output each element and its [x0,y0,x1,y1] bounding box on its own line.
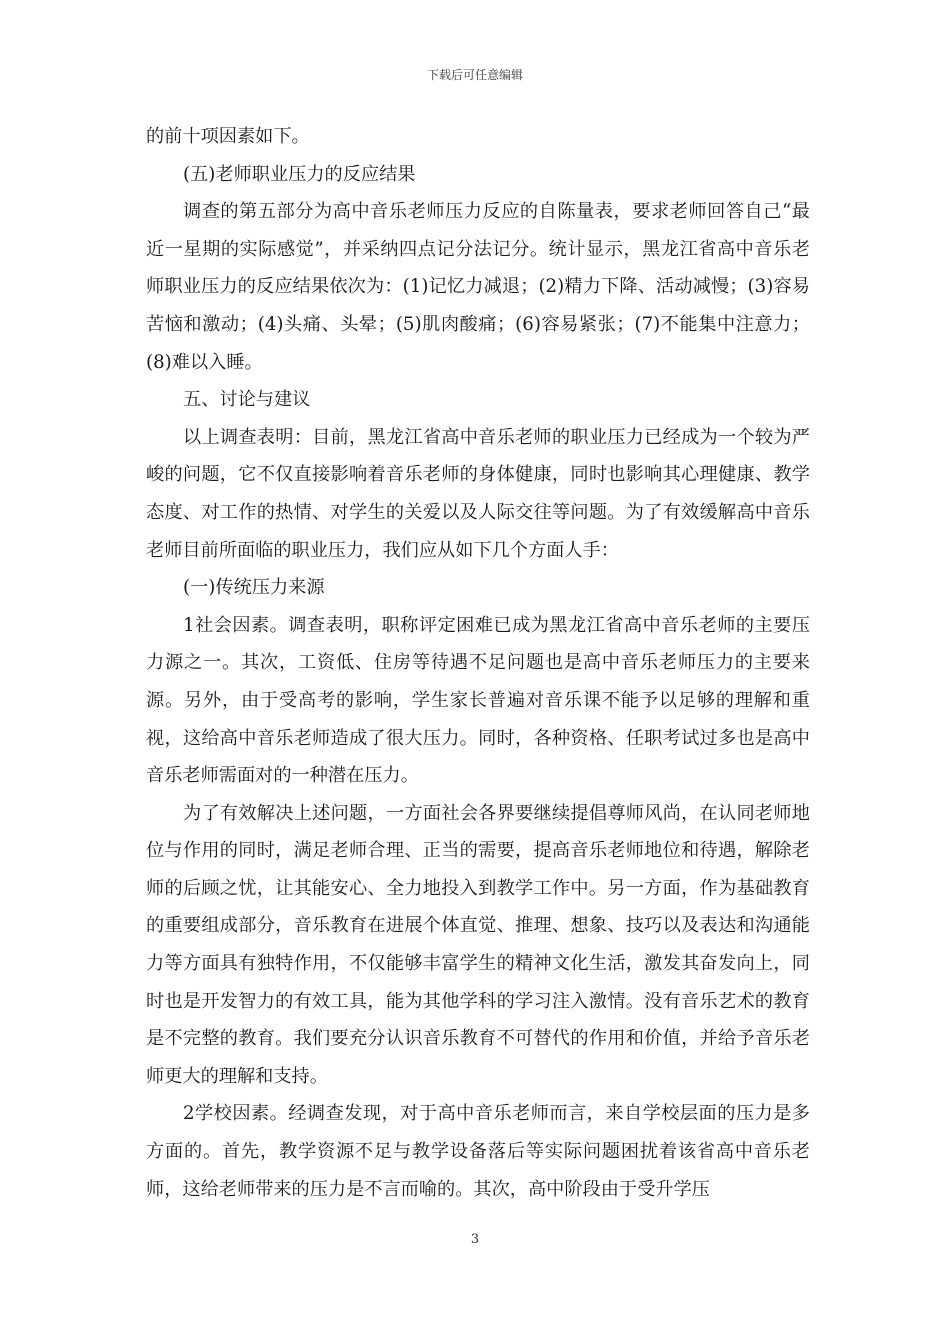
section-heading-1: (一)传统压力来源 [183,577,325,599]
paragraph-school-factors: 2学校因素。经调查发现，对于高中音乐老师而言，来自学校层面的压力是多方面的。首先，教学资源不足与教学设备落后等实际问题困扰着该省高中音乐老师，这给老师带来的压力是不言而喻的。其次，高中阶段由于受升学压 [146,1103,810,1200]
paragraph-discussion: 以上调查表明：目前，黑龙江省高中音乐老师的职业压力已经成为一个较为严峻的问题，它不仅直接影响着音乐老师的身体健康，同时也影响其心理健康、教学态度、对工作的热情、对学生的关爱以及人际交往等问题。为了有效缓解高中音乐老师目前所面临的职业压力，我们应从如下几个方面人手： [146,426,810,561]
paragraph-solutions: 为了有效解决上述问题，一方面社会各界要继续提倡尊师风尚，在认同老师地位与作用的同时，满足老师合理、正当的需要，提高音乐老师地位和待遇，解除老师的后顾之忧，让其能安心、全力地投入到教学工作中。另一方面，作为基础教育的重要组成部分，音乐教育在进展个体直觉、推理、想象、技巧以及表达和沟通能力等方面具有独特作用，不仅能够丰富学生的精神文化生活，激发其奋发向上，同时也是开发智力的有效工具，能为其他学科的学习注入激情。没有音乐艺术的教育是不完整的教育。我们要充分认识音乐教育不可替代的作用和价值，并给予音乐老师更大的理解和支持。 [146,802,810,1087]
paragraph-1: 的前十项因素如下。 [146,126,310,147]
page-header: 下载后可任意编辑 [426,68,523,82]
document-body [146,118,810,1208]
chapter-heading-5: 五、讨论与建议 [183,389,311,411]
section-heading-5: (五)老师职业压力的反应结果 [183,163,416,185]
paragraph-social-factors: 1社会因素。调查表明，职称评定困难已成为黑龙江省高中音乐老师的主要压力源之一。其次，工资低、住房等待遇不足问题也是高中音乐老师压力的主要来源。另外，由于受高考的影响，学生家长普遍对音乐课不能予以足够的理解和重视，这给高中音乐老师造成了很大压力。同时，各种资格、任职考试过多也是高中音乐老师需面对的一种潜在压力。 [146,614,810,787]
paragraph-survey-part5: 调查的第五部分为高中音乐老师压力反应的自陈量表，要求老师回答自己“最近一星期的实际感觉”，并采纳四点记分法记分。统计显示，黑龙江省高中音乐老师职业压力的反应结果依次为：(1)记忆力减退；(2)精力下降、活动减慢；(3)容易苦恼和激动；(4)头痛、头晕；(5)肌肉酸痛；(6)容易紧张；(7)不能集中注意力；(8)难以入睡。 [146,201,810,373]
page-number: 3 [470,1232,480,1247]
